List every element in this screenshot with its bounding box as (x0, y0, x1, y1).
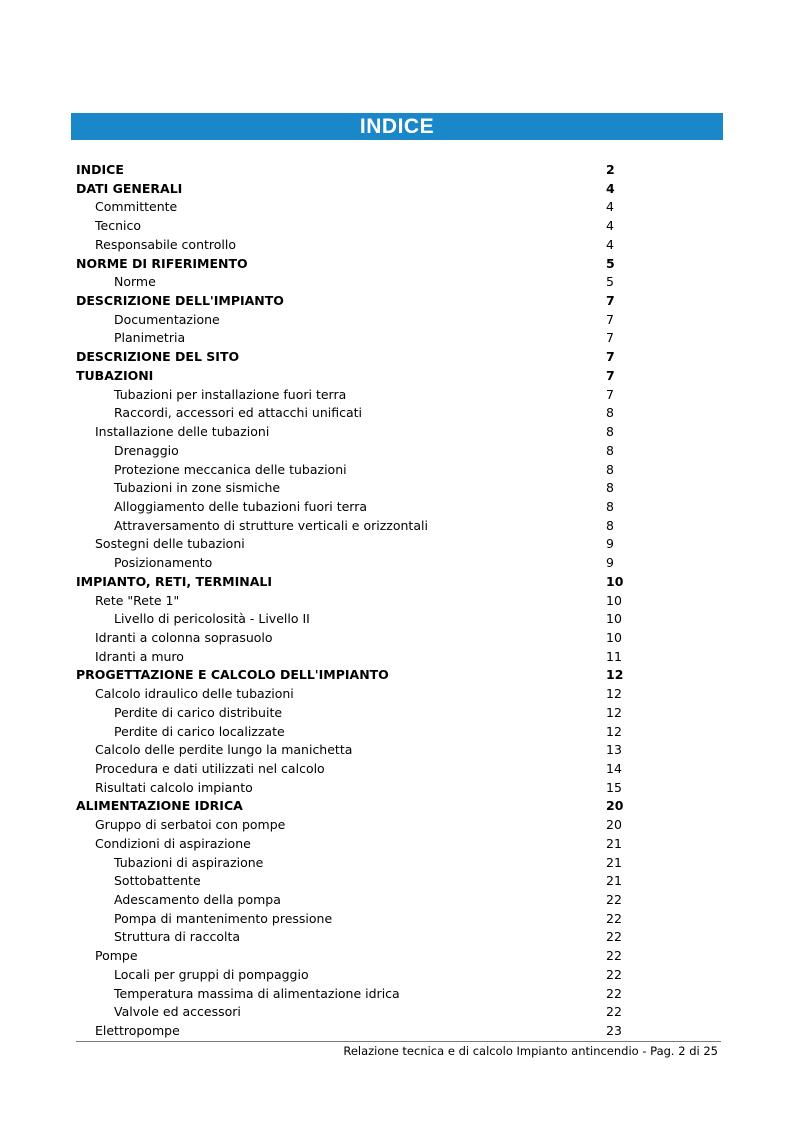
toc-entry-page-number: 4 (606, 180, 615, 196)
toc-entry-page-number: 22 (606, 929, 622, 945)
table-of-contents (76, 161, 624, 1041)
toc-entry[interactable] (76, 629, 620, 648)
toc-entry[interactable] (76, 928, 620, 947)
toc-entry[interactable] (76, 498, 620, 517)
toc-entry[interactable] (76, 760, 620, 779)
toc-entry-label: Adescamento della pompa (114, 892, 281, 908)
toc-entry-page-number: 14 (606, 761, 622, 776)
toc-entry-page-number: 7 (606, 367, 615, 383)
toc-entry-page-number: 8 (606, 405, 614, 421)
toc-entry-label: Tecnico (95, 218, 141, 234)
toc-entry-page-number: 8 (606, 480, 614, 496)
toc-entry[interactable] (76, 273, 620, 292)
toc-entry-label: Struttura di raccolta (114, 929, 241, 945)
toc-entry-label: Condizioni di aspirazione (95, 835, 251, 851)
toc-entry-label: Installazione delle tubazioni (95, 424, 270, 440)
toc-entry-page-number: 22 (606, 966, 622, 982)
toc-entry[interactable] (76, 255, 620, 274)
toc-entry-label: TUBAZIONI (76, 367, 154, 383)
toc-entry-page-number: 10 (606, 629, 622, 645)
toc-entry-page-number: 7 (606, 386, 614, 402)
toc-entry-label: Perdite di carico distribuite (114, 704, 283, 720)
toc-entry-page-number: 5 (606, 274, 614, 290)
toc-entry-label: Locali per gruppi di pompaggio (114, 966, 309, 982)
toc-entry-page-number: 8 (606, 442, 614, 458)
toc-entry-page-number: 4 (606, 199, 614, 215)
toc-entry[interactable] (76, 461, 620, 480)
toc-entry[interactable] (76, 161, 620, 180)
toc-entry[interactable] (76, 180, 620, 199)
toc-entry[interactable] (76, 479, 620, 498)
toc-entry[interactable] (76, 1022, 620, 1041)
toc-entry-label: Procedura e dati utilizzati nel calcolo (95, 761, 325, 776)
toc-entry[interactable] (76, 779, 620, 798)
toc-entry-page-number: 5 (606, 255, 615, 271)
toc-entry-label: Idranti a colonna soprasuolo (95, 629, 273, 645)
toc-entry-label: Sostegni delle tubazioni (95, 536, 245, 552)
toc-entry[interactable] (76, 666, 624, 685)
toc-entry-label: Calcolo idraulico delle tubazioni (95, 686, 294, 702)
toc-entry-label: Risultati calcolo impianto (95, 779, 253, 795)
toc-entry-page-number: 7 (606, 293, 615, 309)
toc-entry-label: Perdite di carico localizzate (114, 723, 285, 739)
toc-entry-page-number: 8 (606, 498, 614, 514)
toc-entry[interactable] (76, 404, 620, 423)
toc-entry-page-number: 9 (606, 555, 614, 571)
toc-entry-page-number: 22 (606, 985, 622, 1001)
toc-entry-page-number: 22 (606, 948, 622, 964)
toc-entry[interactable] (76, 311, 620, 330)
toc-entry-label: Elettropompe (95, 1023, 180, 1039)
toc-entry[interactable] (76, 367, 620, 386)
toc-entry-label: Planimetria (114, 330, 186, 346)
toc-entry[interactable] (76, 535, 620, 554)
toc-entry[interactable] (76, 854, 620, 873)
toc-entry-label: Valvole ed accessori (114, 1004, 241, 1020)
toc-entry-label: Gruppo di serbatoi con pompe (95, 817, 286, 833)
toc-entry-page-number: 8 (606, 517, 614, 533)
toc-entry-label: Pompe (95, 948, 138, 964)
toc-entry-page-number: 7 (606, 330, 614, 346)
toc-entry-page-number: 12 (606, 667, 624, 683)
toc-entry-label: Documentazione (114, 311, 220, 327)
toc-entry-page-number: 8 (606, 424, 614, 440)
toc-entry-page-number: 11 (606, 648, 622, 664)
toc-entry[interactable] (76, 610, 620, 629)
toc-entry[interactable] (76, 966, 620, 985)
toc-entry[interactable] (76, 423, 620, 442)
toc-entry-page-number: 9 (606, 536, 614, 552)
toc-entry-label: Rete "Rete 1" (95, 592, 180, 608)
toc-entry[interactable] (76, 554, 620, 573)
toc-entry-page-number: 22 (606, 1004, 622, 1020)
toc-entry-page-number: 22 (606, 892, 622, 908)
toc-entry[interactable] (76, 872, 620, 891)
toc-entry-label: Calcolo delle perdite lungo la manichetta (95, 742, 353, 758)
toc-entry[interactable] (76, 648, 620, 667)
toc-entry[interactable] (76, 835, 620, 854)
toc-entry-page-number: 7 (606, 311, 614, 327)
toc-entry[interactable] (76, 910, 620, 929)
toc-entry[interactable] (76, 236, 620, 255)
toc-entry[interactable] (76, 592, 620, 611)
toc-entry-label: Attraversamento di strutture verticali e orizzontali (114, 517, 428, 533)
toc-entry-page-number: 23 (606, 1023, 622, 1039)
toc-entry-label: Tubazioni per installazione fuori terra (114, 386, 347, 402)
toc-entry-page-number: 13 (606, 742, 622, 758)
toc-entry[interactable] (76, 292, 620, 311)
toc-entry-label: NORME DI RIFERIMENTO (76, 255, 248, 271)
toc-entry-label: Committente (95, 199, 178, 215)
toc-entry-page-number: 8 (606, 461, 614, 477)
toc-entry[interactable] (76, 329, 620, 348)
toc-entry-page-number: 21 (606, 854, 622, 870)
toc-entry-label: Norme (114, 274, 156, 290)
toc-entry-page-number: 12 (606, 723, 622, 739)
toc-entry-label: Idranti a muro (95, 648, 184, 664)
toc-entry[interactable] (76, 947, 620, 966)
toc-entry-page-number: 2 (606, 162, 615, 177)
toc-entry-page-number: 22 (606, 910, 622, 926)
toc-entry-label: Temperatura massima di alimentazione idrica (114, 985, 400, 1001)
toc-entry-page-number: 12 (606, 704, 622, 720)
toc-entry[interactable] (76, 816, 620, 835)
index-title: INDICE (71, 113, 723, 140)
toc-entry[interactable] (76, 573, 624, 592)
toc-entry-label: Raccordi, accessori ed attacchi unificati (114, 405, 363, 421)
toc-entry[interactable] (76, 517, 620, 536)
toc-entry[interactable] (76, 985, 620, 1004)
footer-divider (76, 1041, 721, 1042)
toc-entry-page-number: 15 (606, 779, 622, 795)
toc-entry-label: Pompa di mantenimento pressione (114, 910, 333, 926)
toc-entry-page-number: 21 (606, 873, 622, 889)
toc-entry-label: Sottobattente (114, 873, 201, 889)
toc-entry-label: INDICE (76, 162, 124, 177)
toc-entry-page-number: 7 (606, 349, 615, 365)
toc-entry-page-number: 10 (606, 573, 624, 589)
toc-entry-page-number: 4 (606, 218, 614, 234)
toc-entry-label: IMPIANTO, RETI, TERMINALI (76, 573, 272, 589)
toc-entry-label: Posizionamento (114, 555, 213, 571)
toc-entry[interactable] (76, 348, 620, 367)
toc-entry[interactable] (76, 386, 620, 405)
toc-entry[interactable] (76, 741, 620, 760)
toc-entry[interactable] (76, 198, 620, 217)
toc-entry[interactable] (76, 1003, 620, 1022)
toc-entry[interactable] (76, 797, 624, 816)
toc-entry-page-number: 21 (606, 835, 622, 851)
toc-entry[interactable] (76, 685, 620, 704)
toc-entry-label: DESCRIZIONE DELL'IMPIANTO (76, 293, 284, 309)
toc-entry-label: Responsabile controllo (95, 236, 236, 252)
toc-entry-label: Livello di pericolosità - Livello II (114, 611, 310, 627)
page-footer: Relazione tecnica e di calcolo Impianto antincendio - Pag. 2 di 25 (343, 1044, 718, 1058)
toc-entry[interactable] (76, 723, 620, 742)
toc-entry[interactable] (76, 704, 620, 723)
toc-entry-page-number: 10 (606, 592, 622, 608)
toc-entry-label: Tubazioni di aspirazione (114, 854, 264, 870)
toc-entry[interactable] (76, 217, 620, 236)
toc-entry-label: Protezione meccanica delle tubazioni (114, 461, 347, 477)
toc-entry-label: PROGETTAZIONE E CALCOLO DELL'IMPIANTO (76, 667, 389, 683)
toc-entry-label: DESCRIZIONE DEL SITO (76, 349, 240, 365)
toc-entry-page-number: 4 (606, 236, 614, 252)
toc-entry-label: Drenaggio (114, 442, 179, 458)
toc-entry[interactable] (76, 442, 620, 461)
toc-entry-page-number: 12 (606, 686, 622, 702)
toc-entry-label: ALIMENTAZIONE IDRICA (76, 798, 243, 814)
toc-entry-page-number: 10 (606, 611, 622, 627)
toc-entry-label: DATI GENERALI (76, 180, 183, 196)
toc-entry-page-number: 20 (606, 798, 624, 814)
toc-entry-page-number: 20 (606, 817, 622, 833)
toc-entry[interactable] (76, 891, 620, 910)
toc-entry-label: Tubazioni in zone sismiche (114, 480, 281, 496)
toc-entry-label: Alloggiamento delle tubazioni fuori terra (114, 498, 368, 514)
